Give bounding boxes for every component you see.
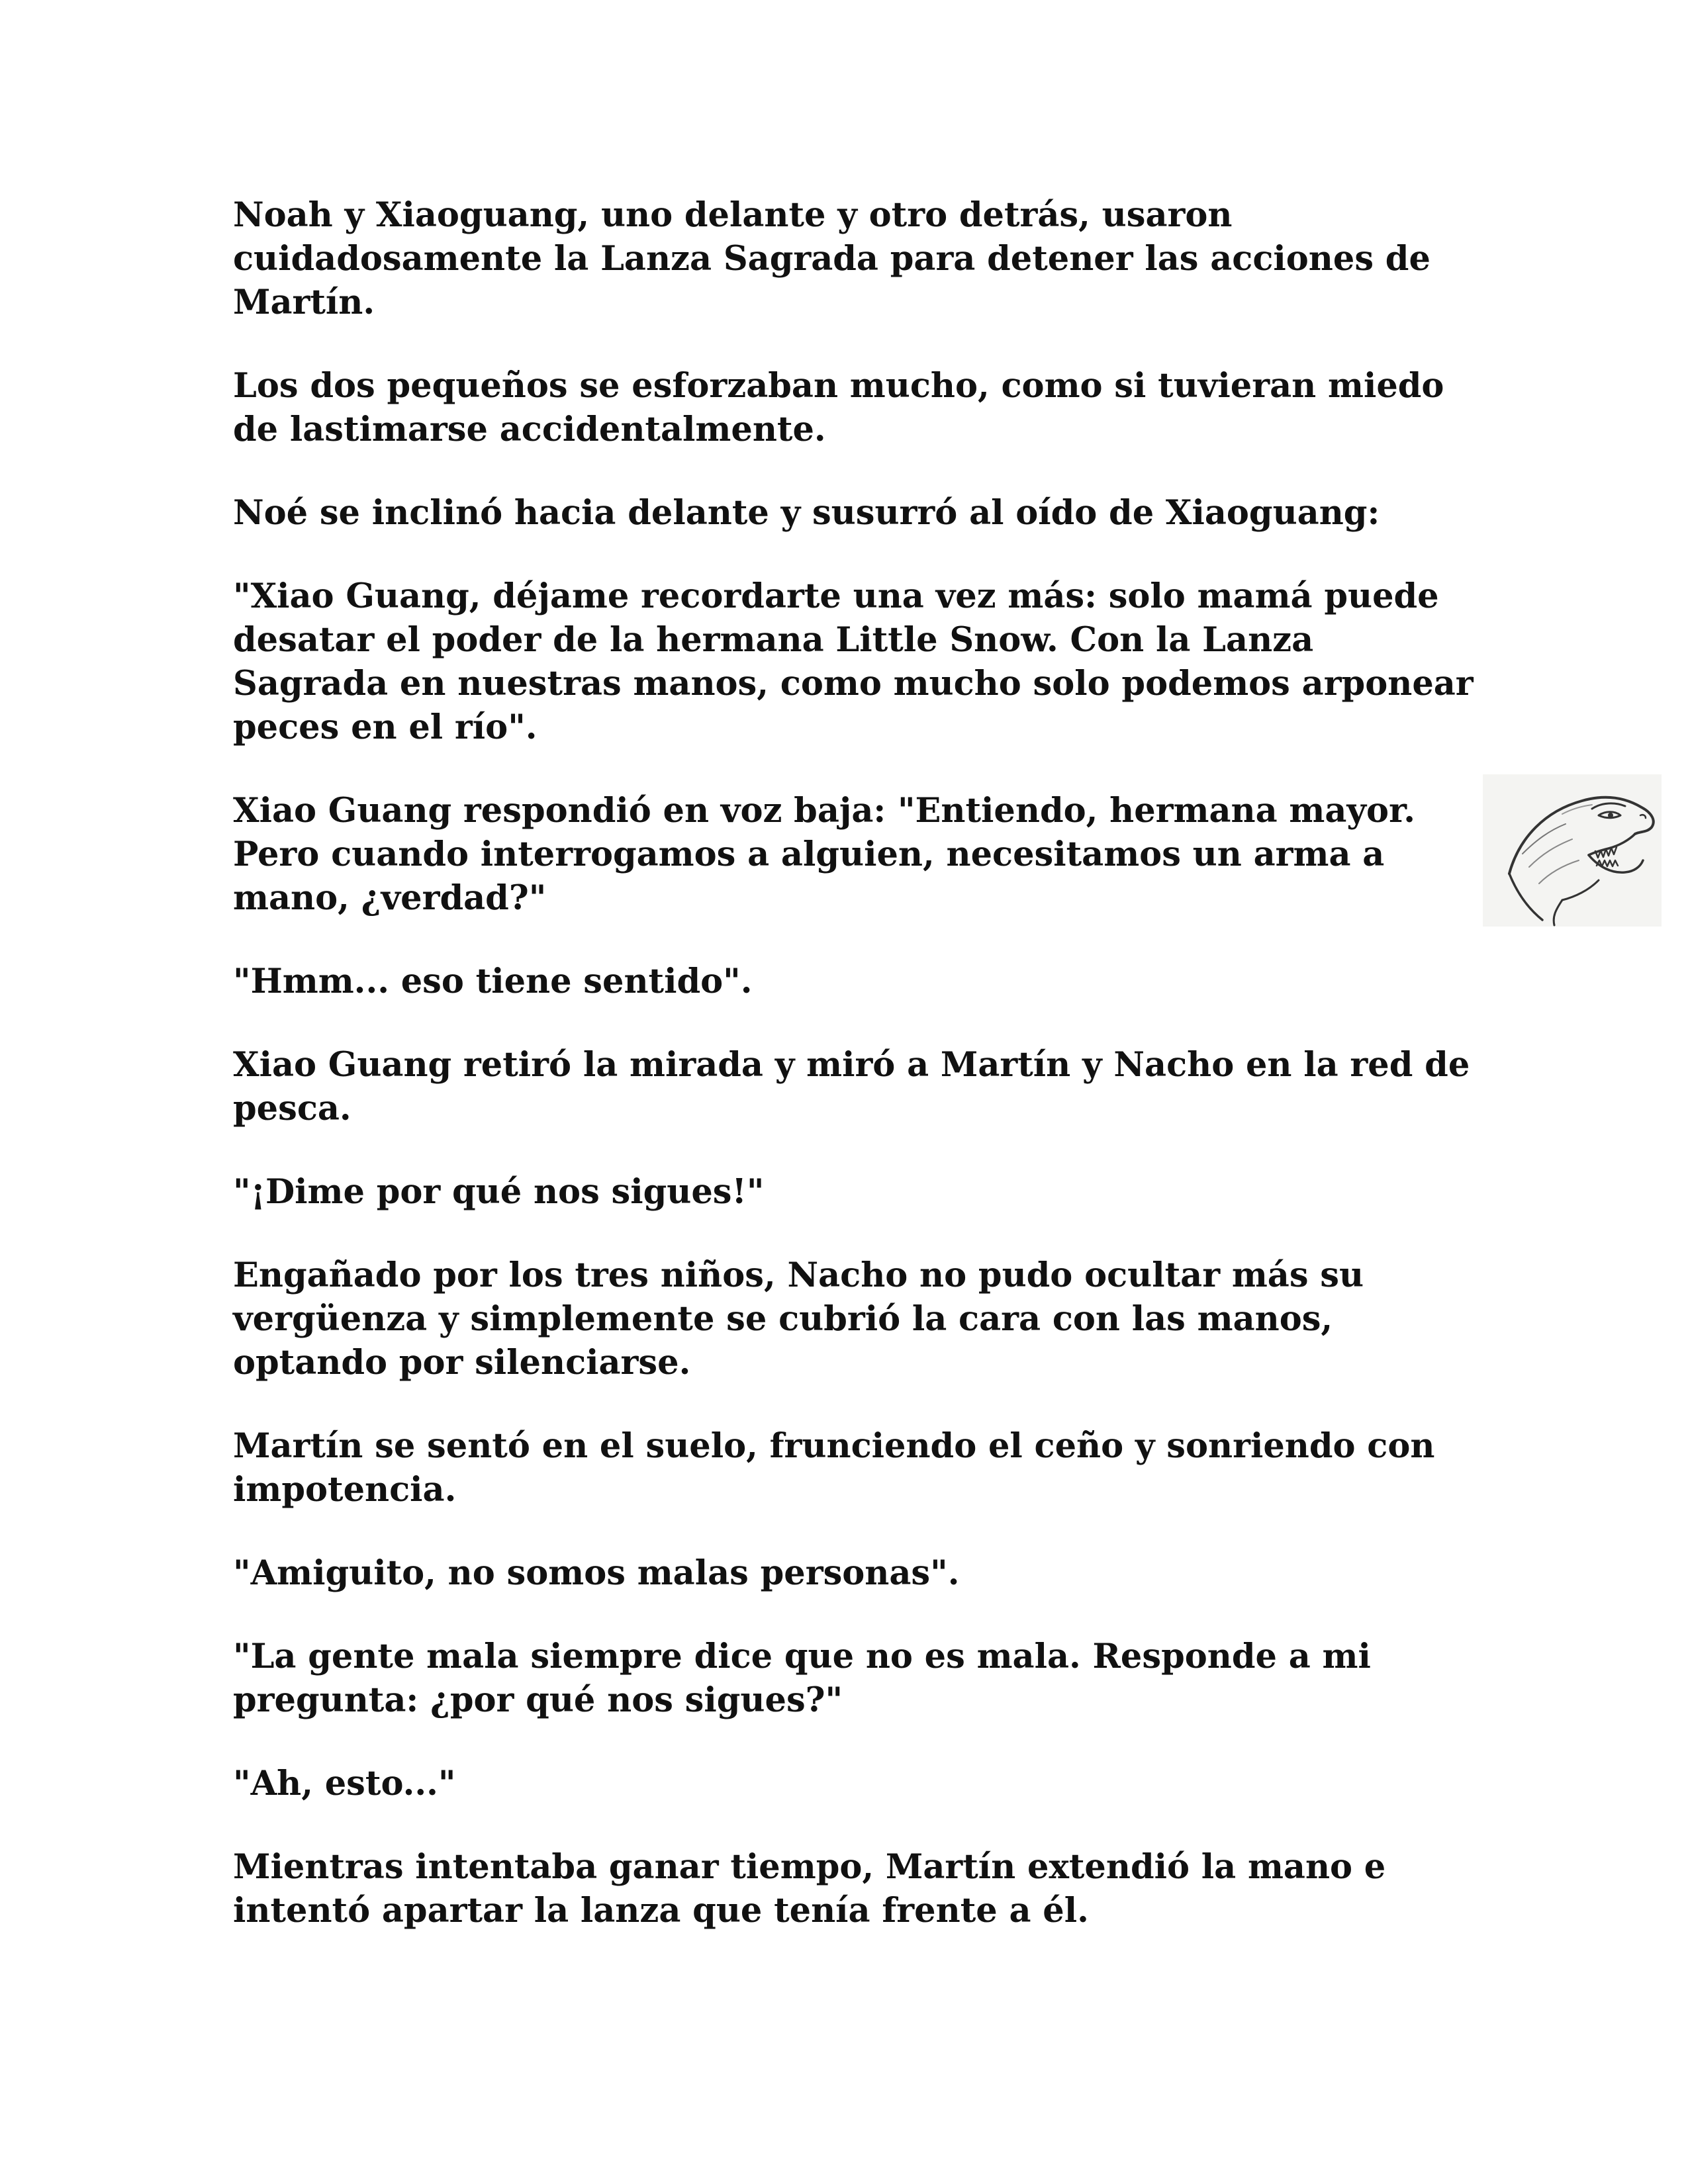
paragraph-11: "Amiguito, no somos malas personas". [233, 1553, 960, 1593]
paragraph-3: Noé se inclinó hacia delante y susurró al oído de Xiaoguang: [233, 493, 1380, 533]
paragraph-9: Engañado por los tres niños, Nacho no pudo ocultar más su vergüenza y simplemente se cubrió la cara con las manos, optando por silenciarse. [233, 1255, 1364, 1383]
paragraph-5: Xiao Guang respondió en voz baja: "Entiendo, hermana mayor. Pero cuando interrogamos a alguien, necesitamos un arma a mano, ¿verdad?" [233, 791, 1416, 918]
dinosaur-sketch-icon [1483, 774, 1662, 927]
paragraph-7: Xiao Guang retiró la mirada y miró a Martín y Nacho en la red de pesca. [233, 1045, 1470, 1128]
paragraph-2: Los dos pequeños se esforzaban mucho, como si tuvieran miedo de lastimarse accidentalmente. [233, 366, 1444, 449]
paragraph-6: "Hmm... eso tiene sentido". [233, 962, 753, 1001]
paragraph-1: Noah y Xiaoguang, uno delante y otro detrás, usaron cuidadosamente la Lanza Sagrada para detener las acciones de Martín. [233, 195, 1430, 322]
paragraph-4: "Xiao Guang, déjame recordarte una vez más: solo mamá puede desatar el poder de la hermana Little Snow. Con la Lanza Sagrada en nuestras manos, como mucho solo podemos arponear peces en el río". [233, 576, 1474, 747]
paragraph-13: "Ah, esto..." [233, 1764, 456, 1803]
paragraph-12: "La gente mala siempre dice que no es mala. Responde a mi pregunta: ¿por qué nos sigues?" [233, 1637, 1371, 1720]
paragraph-10: Martín se sentó en el suelo, frunciendo el ceño y sonriendo con impotencia. [233, 1426, 1435, 1510]
paragraph-14: Mientras intentaba ganar tiempo, Martín extendió la mano e intentó apartar la lanza que tenía frente a él. [233, 1847, 1386, 1931]
paragraph-8: "¡Dime por qué nos sigues!" [233, 1172, 765, 1212]
story-text [233, 193, 1477, 1972]
